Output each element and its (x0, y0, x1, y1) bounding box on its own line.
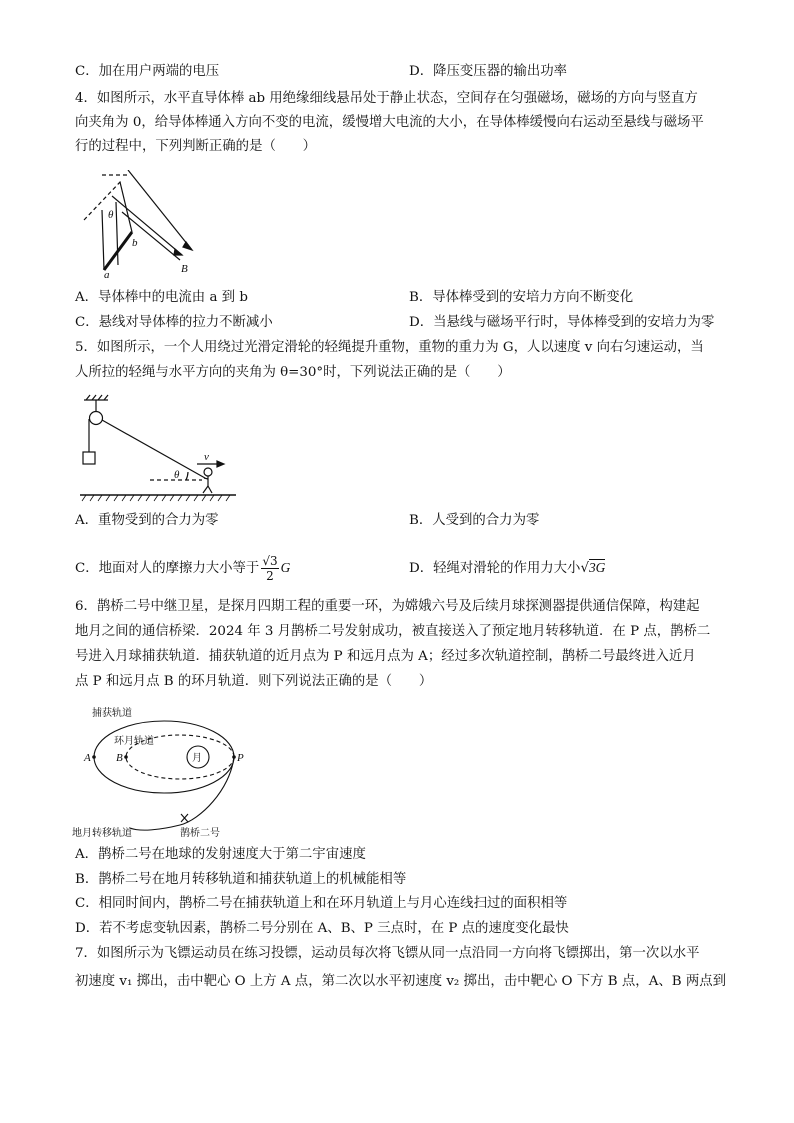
q6-option-a: A．鹊桥二号在地球的发射速度大于第二宇宙速度 (75, 847, 366, 862)
q4-a-label: a (104, 269, 110, 280)
q7-stem-line2: 初速度 v₁ 掷出，击中靶心 O 上方 A 点，第二次以水平初速度 v₂ 掷出，击中靶心 O 下方 B 点，A、B 两点到 (75, 974, 727, 989)
q4-option-a: A．导体棒中的电流由 a 到 b (75, 290, 248, 305)
q4-stem-line2: 向夹角为 0，给导体棒通入方向不变的电流，缓慢增大电流的大小，在导体棒缓慢向右运动至悬线与磁场平 (75, 115, 704, 130)
q5-v-label: v (204, 451, 209, 463)
q5-option-c-text: C．地面对人的摩擦力大小等于 (75, 561, 260, 576)
q4-option-d: D．当悬线与磁场平行时，导体棒受到的安培力为零 (409, 315, 715, 330)
q4-theta-label: θ (108, 209, 114, 221)
q4-B-label: B (181, 263, 188, 275)
q6-capture-orbit-label: 捕获轨道 (92, 708, 132, 719)
q5-option-d-text: D．轻绳对滑轮的作用力大小 (409, 561, 581, 576)
q5-stem-line2: 人所拉的轻绳与水平方向的夹角为 θ=30°时，下列说法正确的是（ ） (75, 365, 511, 380)
q3-option-c: C．加在用户两端的电压 (75, 64, 220, 79)
q6-stem-line4: 点 P 和远月点 B 的环月轨道．则下列说法正确的是（ ） (75, 674, 433, 689)
q6-A-label: A (84, 752, 91, 764)
q6-P-label: P (237, 752, 244, 764)
q5-option-c (75, 548, 290, 589)
q5-option-c-G: G (280, 560, 291, 575)
q6-B-label: B (116, 752, 123, 764)
q5-figure (78, 392, 238, 504)
q6-transfer-orbit-label: 地月转移轨道 (72, 828, 132, 839)
q6-moon-label: 月 (192, 753, 202, 764)
q4-option-c: C．悬线对导体棒的拉力不断减小 (75, 315, 273, 330)
q6-satellite-label: 鹊桥二号 (180, 828, 220, 839)
q6-stem-line1: 6．鹊桥二号中继卫星，是探月四期工程的重要一环，为嫦娥六号及后续月球探测器提供通信保障，构建起 (75, 599, 700, 614)
q4-option-b: B．导体棒受到的安培力方向不断变化 (409, 290, 634, 305)
q5-option-b: B．人受到的合力为零 (409, 513, 540, 528)
q4-b-label: b (132, 237, 138, 249)
q7-stem-line1: 7．如图所示为飞镖运动员在练习投镖，运动员每次将飞镖从同一点沿同一方向将飞镖掷出，第一次以水平 (75, 946, 700, 961)
q4-stem-line3: 行的过程中，下列判断正确的是（ ） (75, 139, 317, 154)
q6-lunar-orbit-label: 环月轨道 (114, 736, 154, 747)
q5-option-d-radicand: 3G (588, 560, 606, 575)
q6-option-d: D．若不考虑变轨因素，鹊桥二号分别在 A、B、P 三点时，在 P 点的速度变化最快 (75, 921, 569, 936)
q3-option-d: D．降压变压器的输出功率 (409, 64, 568, 79)
q5-option-c-fraction (261, 554, 278, 583)
q6-option-c: C．相同时间内，鹊桥二号在捕获轨道上和在环月轨道上与月心连线扫过的面积相等 (75, 896, 568, 911)
q5-option-d (409, 548, 605, 589)
q4-figure (82, 170, 212, 280)
q6-stem-line2: 地月之间的通信桥梁．2024 年 3 月鹊桥二号发射成功，被直接送入了预定地月转移轨道．在 P 点，鹊桥二 (75, 624, 711, 639)
q6-figure (70, 700, 250, 840)
q4-stem-line1: 4．如图所示，水平直导体棒 ab 用绝缘细线悬吊处于静止状态，空间存在匀强磁场，磁场的方向与竖直方 (75, 91, 698, 106)
q6-option-b: B．鹊桥二号在地月转移轨道和捕获轨道上的机械能相等 (75, 872, 407, 887)
q5-stem-line1: 5．如图所示，一个人用绕过光滑定滑轮的轻绳提升重物，重物的重力为 G，人以速度 v 向右匀速运动，当 (75, 340, 704, 355)
q5-theta-label: θ (174, 469, 180, 481)
q5-option-a: A．重物受到的合力为零 (75, 513, 219, 528)
q5-frac-numerator: √3 (262, 554, 278, 568)
sqrt-icon: √ (580, 561, 589, 576)
q5-frac-denominator: 2 (266, 569, 274, 583)
q6-stem-line3: 号进入月球捕获轨道．捕获轨道的近月点为 P 和远月点为 A；经过多次轨道控制，鹊桥二号最终进入近月 (75, 649, 696, 664)
